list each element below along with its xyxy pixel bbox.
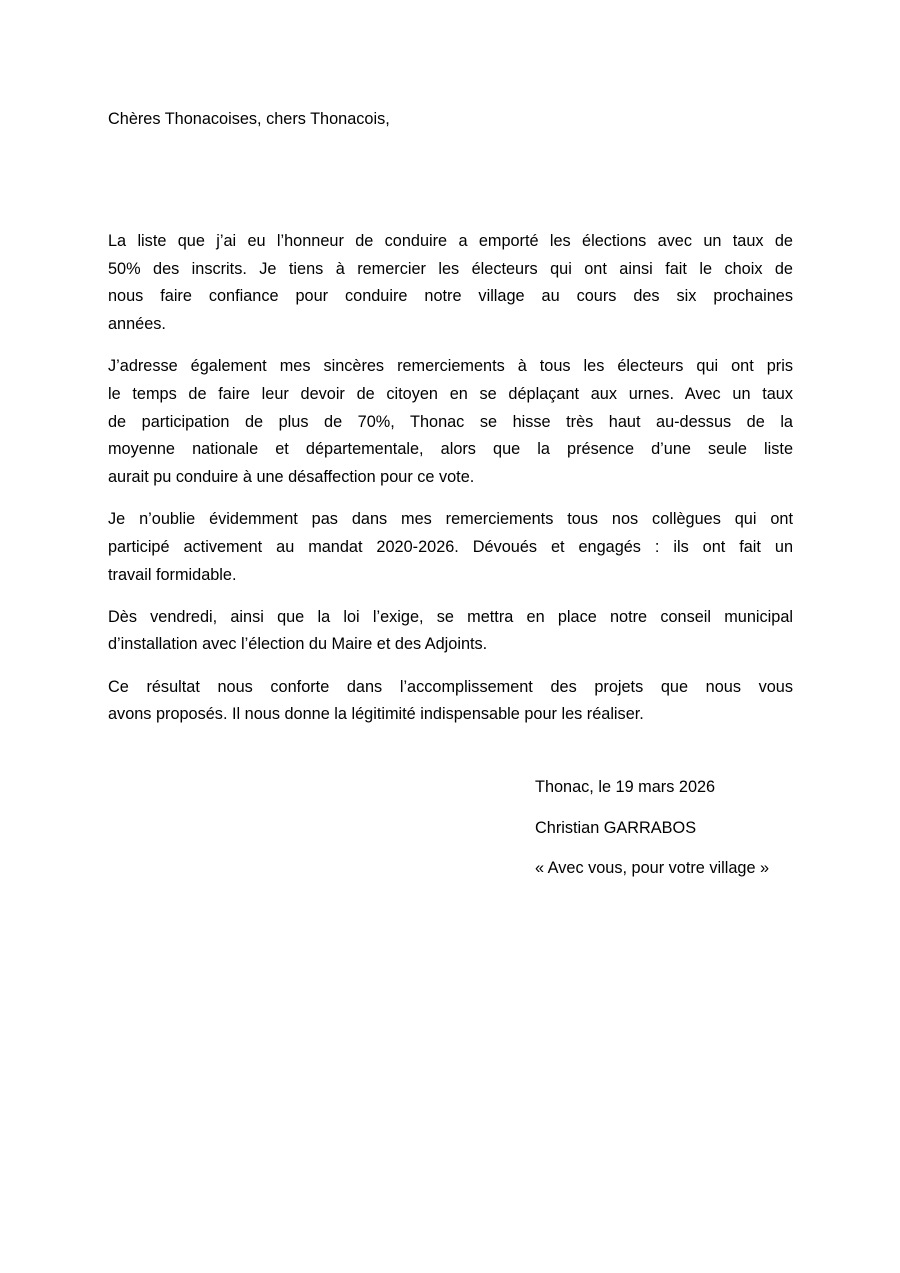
paragraph-line: avons proposés. Il nous donne la légitimité indispensable pour les réaliser.	[108, 705, 644, 724]
salutation: Chères Thonacoises, chers Thonacois,	[108, 110, 390, 128]
paragraph-line: moyenne nationale et départementale, alors que la présence d’une seule liste	[108, 440, 793, 459]
place-date: Thonac, le 19 mars 2026	[535, 778, 716, 796]
paragraph-line: de participation de plus de 70%, Thonac se hisse très haut au-dessus de la	[108, 412, 793, 431]
paragraph-line: aurait pu conduire à une désaffection pour ce vote.	[108, 468, 475, 486]
paragraph-line: J’adresse également mes sincères remerciements à tous les électeurs qui ont pris	[108, 357, 793, 376]
paragraph	[108, 604, 793, 659]
paragraph	[108, 353, 793, 491]
paragraph-line: Ce résultat nous conforte dans l’accomplissement des projets que nous vous	[108, 677, 793, 696]
paragraph-line: Dès vendredi, ainsi que la loi l’exige, se mettra en place notre conseil municipal	[108, 607, 793, 626]
paragraph-line: nous faire confiance pour conduire notre village au cours des six prochaines	[108, 287, 793, 306]
paragraph-line: années.	[108, 315, 166, 334]
signature-block	[535, 774, 769, 896]
paragraph-line: Je n’oublie évidemment pas dans mes remerciements tous nos collègues qui ont	[108, 510, 793, 529]
paragraph-line: participé activement au mandat 2020-2026. Dévoués et engagés : ils ont fait un	[108, 537, 793, 556]
letter-body	[108, 228, 793, 744]
paragraph	[108, 506, 793, 589]
paragraph-line: La liste que j’ai eu l’honneur de conduire a emporté les élections avec un taux de	[108, 232, 793, 250]
paragraph-line: le temps de faire leur devoir de citoyen en se déplaçant aux urnes. Avec un taux	[108, 384, 793, 403]
signatory-name: Christian GARRABOS	[535, 818, 697, 837]
paragraph-line: travail formidable.	[108, 565, 237, 584]
motto: « Avec vous, pour votre village »	[535, 859, 770, 877]
paragraph	[108, 228, 793, 339]
paragraph-line: d’installation avec l’élection du Maire et des Adjoints.	[108, 635, 488, 654]
paragraph	[108, 674, 793, 729]
paragraph-line: 50% des inscrits. Je tiens à remercier les électeurs qui ont ainsi fait le choix de	[108, 259, 793, 278]
